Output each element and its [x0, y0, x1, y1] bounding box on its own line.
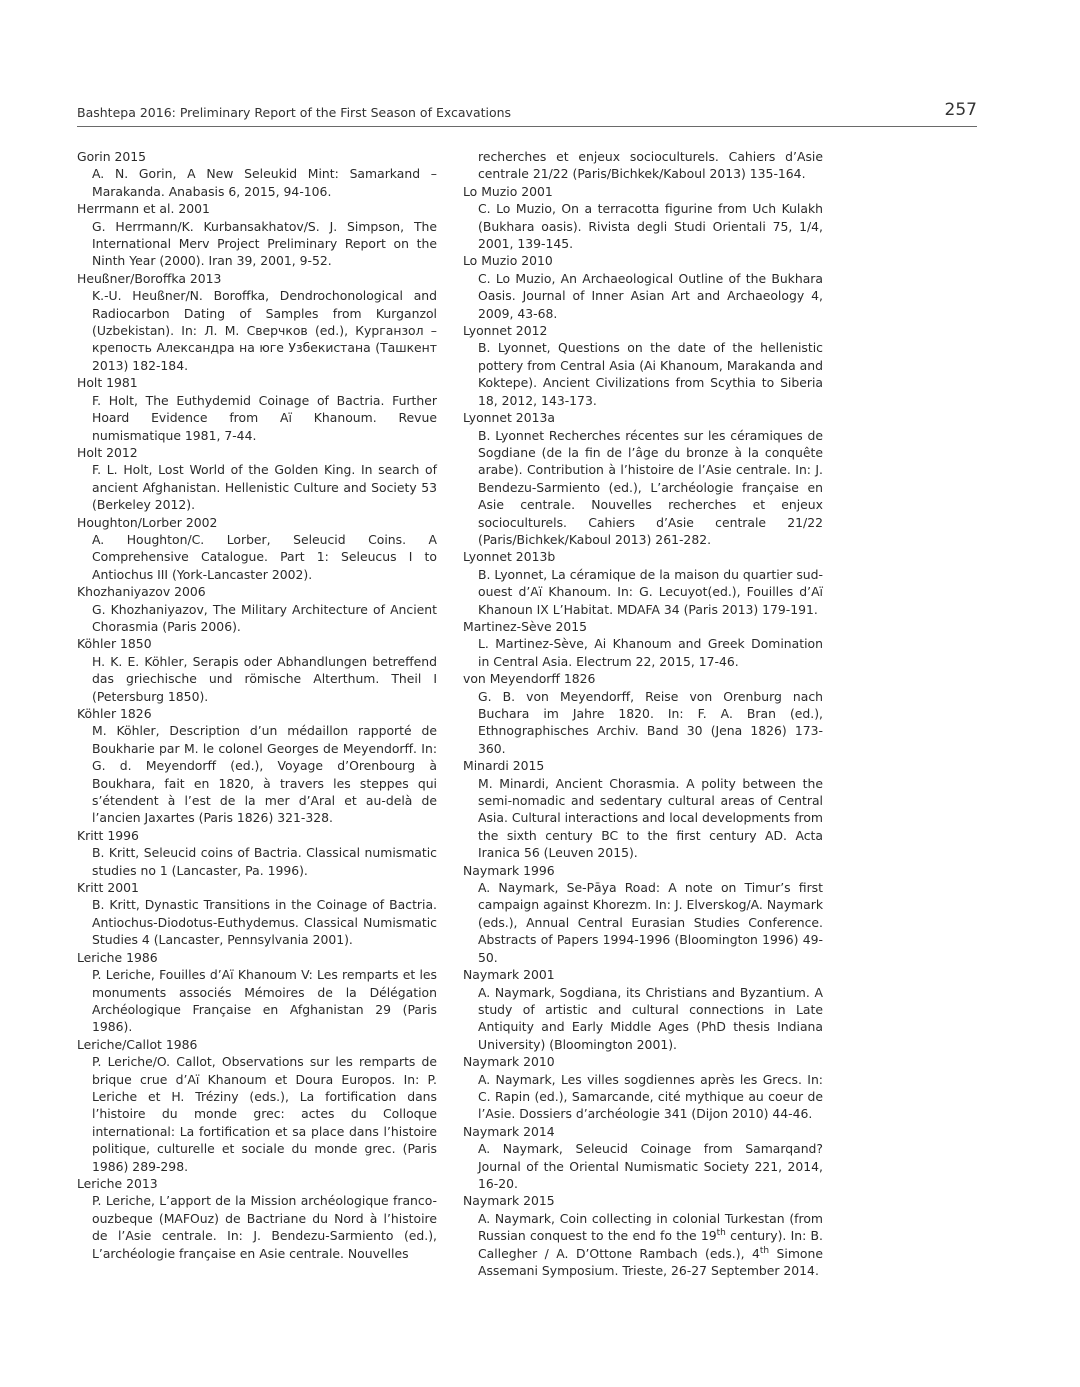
bib-entry	[463, 409, 823, 548]
bib-reference: A. Naymark, Seleucid Coinage from Samarqand? Journal of the Oriental Numismatic Society 221, 2014, 16-20.	[478, 1141, 823, 1191]
bib-entry	[463, 1053, 823, 1123]
bib-reference: P. Leriche, L’apport de la Mission archéologique franco-ouzbeque (MAFOuz) de Bactriane du Nord à l’histoire de l’Asie centrale. In: J. Bendezu-Sarmiento (ed.), L’archéologie française en Asie centrale. Nouvelles	[92, 1193, 437, 1261]
bib-entry	[77, 1036, 437, 1175]
bib-key: Martinez-Sève 2015	[463, 618, 588, 634]
bib-key: Lyonnet 2012	[463, 323, 548, 339]
bib-reference-text: A. Naymark, Coin collecting in colonial Turkestan (from Russian conquest to the end fo the 19	[478, 1210, 823, 1244]
bib-reference: P. Leriche, Fouilles d’Aï Khanoum V: Les remparts et les monuments associés Mémoires de la Délégation Archéologique Française en Afghanistan 29 (Paris 1986).	[92, 967, 437, 1035]
bib-key: Herrmann et al. 2001	[77, 201, 210, 217]
bib-entry	[463, 252, 823, 322]
bib-entry	[77, 879, 437, 949]
bib-reference: L. Martinez-Sève, Ai Khanoum and Greek Domination in Central Asia. Electrum 22, 2015, 17-46.	[478, 636, 823, 669]
bib-key: Holt 2012	[77, 444, 138, 460]
bib-key: Leriche/Callot 1986	[77, 1036, 198, 1052]
bib-reference-text: Simone Assemani Symposium. Trieste, 26-27 September 2014.	[478, 1245, 823, 1278]
bib-reference: B. Kritt, Seleucid coins of Bactria. Classical numismatic studies no 1 (Lancaster, Pa. 1996).	[92, 845, 437, 878]
bib-reference: C. Lo Muzio, On a terracotta figurine from Uch Kulakh (Bukhara oasis). Rivista degli Studi Orientali 75, 1/4, 2001, 139-145.	[478, 201, 823, 252]
bib-reference: A. N. Gorin, A New Seleukid Mint: Samarkand – Marakanda. Anabasis 6, 2015, 94-106.	[92, 166, 437, 199]
bib-key: Lyonnet 2013b	[463, 549, 556, 565]
bib-reference: P. Leriche/O. Callot, Observations sur les remparts de brique crue d’Aï Khanoum et Doura Europos. In: P. Leriche et H. Tréziny (eds.), La fortification dans l’histoire du monde grec: actes du Colloque international: La fortification et sa place dans l’histoire politique, culturelle et sociale du monde grec. (Paris 1986) 289-298.	[92, 1054, 437, 1174]
bib-entry	[77, 705, 437, 827]
superscript: th	[716, 1228, 726, 1239]
bib-entry	[463, 862, 823, 966]
bib-reference: A. Naymark, Les villes sogdiennes après les Grecs. In: C. Rapin (ed.), Samarcande, cité mythique au coeur de l’Asie. Dossiers d’archéologie 341 (Dijon 2010) 44-46.	[478, 1071, 823, 1122]
bib-key: Köhler 1826	[77, 706, 152, 721]
bib-key: Köhler 1850	[77, 636, 152, 652]
bib-entry	[463, 183, 823, 253]
bib-entry	[77, 148, 437, 200]
bib-reference: B. Kritt, Dynastic Transitions in the Coinage of Bactria. Antiochus-Diodotus-Euthydemus. Classical Numismatic Studies 4 (Lancaster, Pennsylvania 2001).	[92, 897, 437, 948]
bib-reference: M. Minardi, Ancient Chorasmia. A polity between the semi-nomadic and sedentary cultural areas of Central Asia. Cultural interactions and local developments from the sixth century BC to the first century AD. Acta Iranica 56 (Leuven 2015).	[478, 775, 824, 861]
bib-reference: M. Köhler, Description d’un médaillon rapporté de Boukharie par M. le colonel Georges de Meyendorff. In: G. d. Meyendorff (ed.), Voyage d’Orenbourg à Boukhara, fait en 1820, à travers les steppes qui s’étendent à l’est de la mer d’Aral et au-delà de l’ancien Jaxartes (Paris 1826) 321-328.	[92, 723, 437, 826]
superscript: th	[759, 1245, 770, 1256]
bib-key: Holt 1981	[77, 375, 138, 391]
bib-key: Khozhaniyazov 2006	[77, 584, 206, 600]
bib-reference: G. B. von Meyendorff, Reise von Orenburg nach Buchara im Jahre 1820. In: F. A. Bran (ed.), Ethnographisches Archiv. Band 30 (Jena 1826) 173-360.	[478, 688, 823, 756]
bib-key: Kritt 2001	[77, 880, 139, 896]
bib-reference: A. Houghton/C. Lorber, Seleucid Coins. A Comprehensive Catalogue. Part 1: Seleucus I to Antiochus III (York-Lancaster 2002).	[92, 531, 437, 582]
bib-entry	[463, 670, 823, 757]
bib-reference-continuation: recherches et enjeux socioculturels. Cahiers d’Asie centrale 21/22 (Paris/Bichkek/Kaboul 2013) 135-164.	[478, 149, 823, 182]
bib-key: Lo Muzio 2001	[463, 183, 553, 199]
bib-entry	[77, 514, 437, 584]
bib-reference: A. Naymark, Se-Pāya Road: A note on Timur’s first campaign against Khorezm. In: J. Elverskog/A. Naymark (eds.), Annual Central Eurasian Studies Conference. Abstracts of Papers 1994-1996 (Bloomington 1996) 49-50.	[478, 880, 823, 965]
bib-key: Heußner/Boroffka 2013	[77, 270, 222, 286]
bib-key: Lo Muzio 2010	[463, 253, 553, 269]
bib-key: Minardi 2015	[463, 758, 545, 774]
bibliography-right-column	[463, 148, 823, 1279]
running-title: Bashtepa 2016: Preliminary Report of the First Season of Excavations	[77, 105, 512, 120]
bib-entry	[463, 322, 823, 409]
bib-entry	[463, 548, 823, 618]
bib-entry	[463, 757, 823, 861]
bib-key: Naymark 2014	[463, 1123, 555, 1139]
bib-reference: B. Lyonnet, La céramique de la maison du quartier sud-ouest d’Aï Khanoum. In: G. Lecuyot(ed.), Fouilles d’Aï Khanoun IX L’Habitat. MDAFA 34 (Paris 2013) 179-191.	[478, 566, 823, 617]
bib-key: von Meyendorff 1826	[463, 671, 596, 687]
bib-key: Naymark 1996	[463, 862, 555, 878]
bib-key: Naymark 2010	[463, 1054, 555, 1070]
bib-reference: G. Herrmann/K. Kurbansakhatov/S. J. Simpson, The International Merv Project Preliminary Report on the Ninth Year (2000). Iran 39, 2001, 9-52.	[92, 218, 437, 269]
bib-reference: B. Lyonnet, Questions on the date of the hellenistic pottery from Central Asia (Ai Khanoum, Marakanda and Koktepe). Ancient Civilizations from Scythia to Siberia 18, 2012, 143-173.	[478, 340, 823, 408]
bib-reference: G. Khozhaniyazov, The Military Architecture of Ancient Chorasmia (Paris 2006).	[92, 601, 437, 634]
bib-key: Houghton/Lorber 2002	[77, 514, 218, 530]
bib-reference: H. K. E. Köhler, Serapis oder Abhandlungen betreffend das griechische und römische Alterthum. Theil I (Petersburg 1850).	[92, 653, 437, 704]
bib-reference: F. L. Holt, Lost World of the Golden King. In search of ancient Afghanistan. Hellenistic Culture and Society 53 (Berkeley 2012).	[92, 462, 437, 513]
bib-entry	[463, 966, 823, 1053]
bib-reference: B. Lyonnet Recherches récentes sur les céramiques de Sogdiane (de la fin de l’âge du bronze à la conquête arabe). Contribution à l’histoire de l’Asie centrale. In: J. Bendezu-Sarmiento (ed.), L’archéologie française en Asie centrale. Nouvelles recherches et enjeux socioculturels. Cahiers d’Asie centrale 21/22 (Paris/Bichkek/Kaboul 2013) 261-282.	[478, 427, 823, 547]
bibliography-left-column	[77, 148, 437, 1262]
bib-entry	[77, 444, 437, 514]
bib-entry	[77, 200, 437, 270]
page-number: 257	[944, 100, 977, 120]
bib-reference: A. Naymark, Sogdiana, its Christians and Byzantium. A study of artistic and cultural connections in Late Antiquity and Early Middle Ages (PhD thesis Indiana University) (Bloomington 2001).	[478, 984, 823, 1052]
bib-key: Leriche 1986	[77, 949, 158, 965]
bib-key: Naymark 2015	[463, 1193, 555, 1209]
bib-entry	[77, 635, 437, 705]
bib-entry	[77, 374, 437, 444]
bib-reference: C. Lo Muzio, An Archaeological Outline of the Bukhara Oasis. Journal of Inner Asian Art and Archaeology 4, 2009, 43-68.	[478, 270, 823, 321]
bib-entry	[77, 270, 437, 374]
bib-entry	[77, 583, 437, 635]
bib-key: Gorin 2015	[77, 149, 147, 164]
bib-reference	[463, 1210, 823, 1280]
bib-key: Lyonnet 2013a	[463, 410, 555, 426]
bib-key: Naymark 2001	[463, 967, 555, 983]
bib-entry	[463, 1123, 823, 1193]
bib-entry	[77, 827, 437, 879]
bib-entry	[77, 949, 437, 1036]
bib-key: Leriche 2013	[77, 1175, 158, 1191]
bib-entry	[463, 1192, 823, 1279]
bib-reference: F. Holt, The Euthydemid Coinage of Bactria. Further Hoard Evidence from Aï Khanoum. Revue numismatique 1981, 7-44.	[92, 392, 437, 443]
bib-entry	[463, 618, 823, 670]
bib-reference-text: century). In: B. Callegher / A. D’Ottone Rambach (eds.), 4	[478, 1228, 823, 1261]
running-header	[77, 100, 977, 127]
bib-key: Kritt 1996	[77, 827, 139, 843]
bib-entry	[77, 1175, 437, 1262]
bib-reference: K.-U. Heußner/N. Boroffka, Dendrochonological and Radiocarbon Dating of Samples from Kurganzol (Uzbekistan). In: Л. М. Сверчков (ed.), Курганзол – крепость Александра на юге Узбекистана (Ташкент 2013) 182-184.	[92, 288, 437, 373]
